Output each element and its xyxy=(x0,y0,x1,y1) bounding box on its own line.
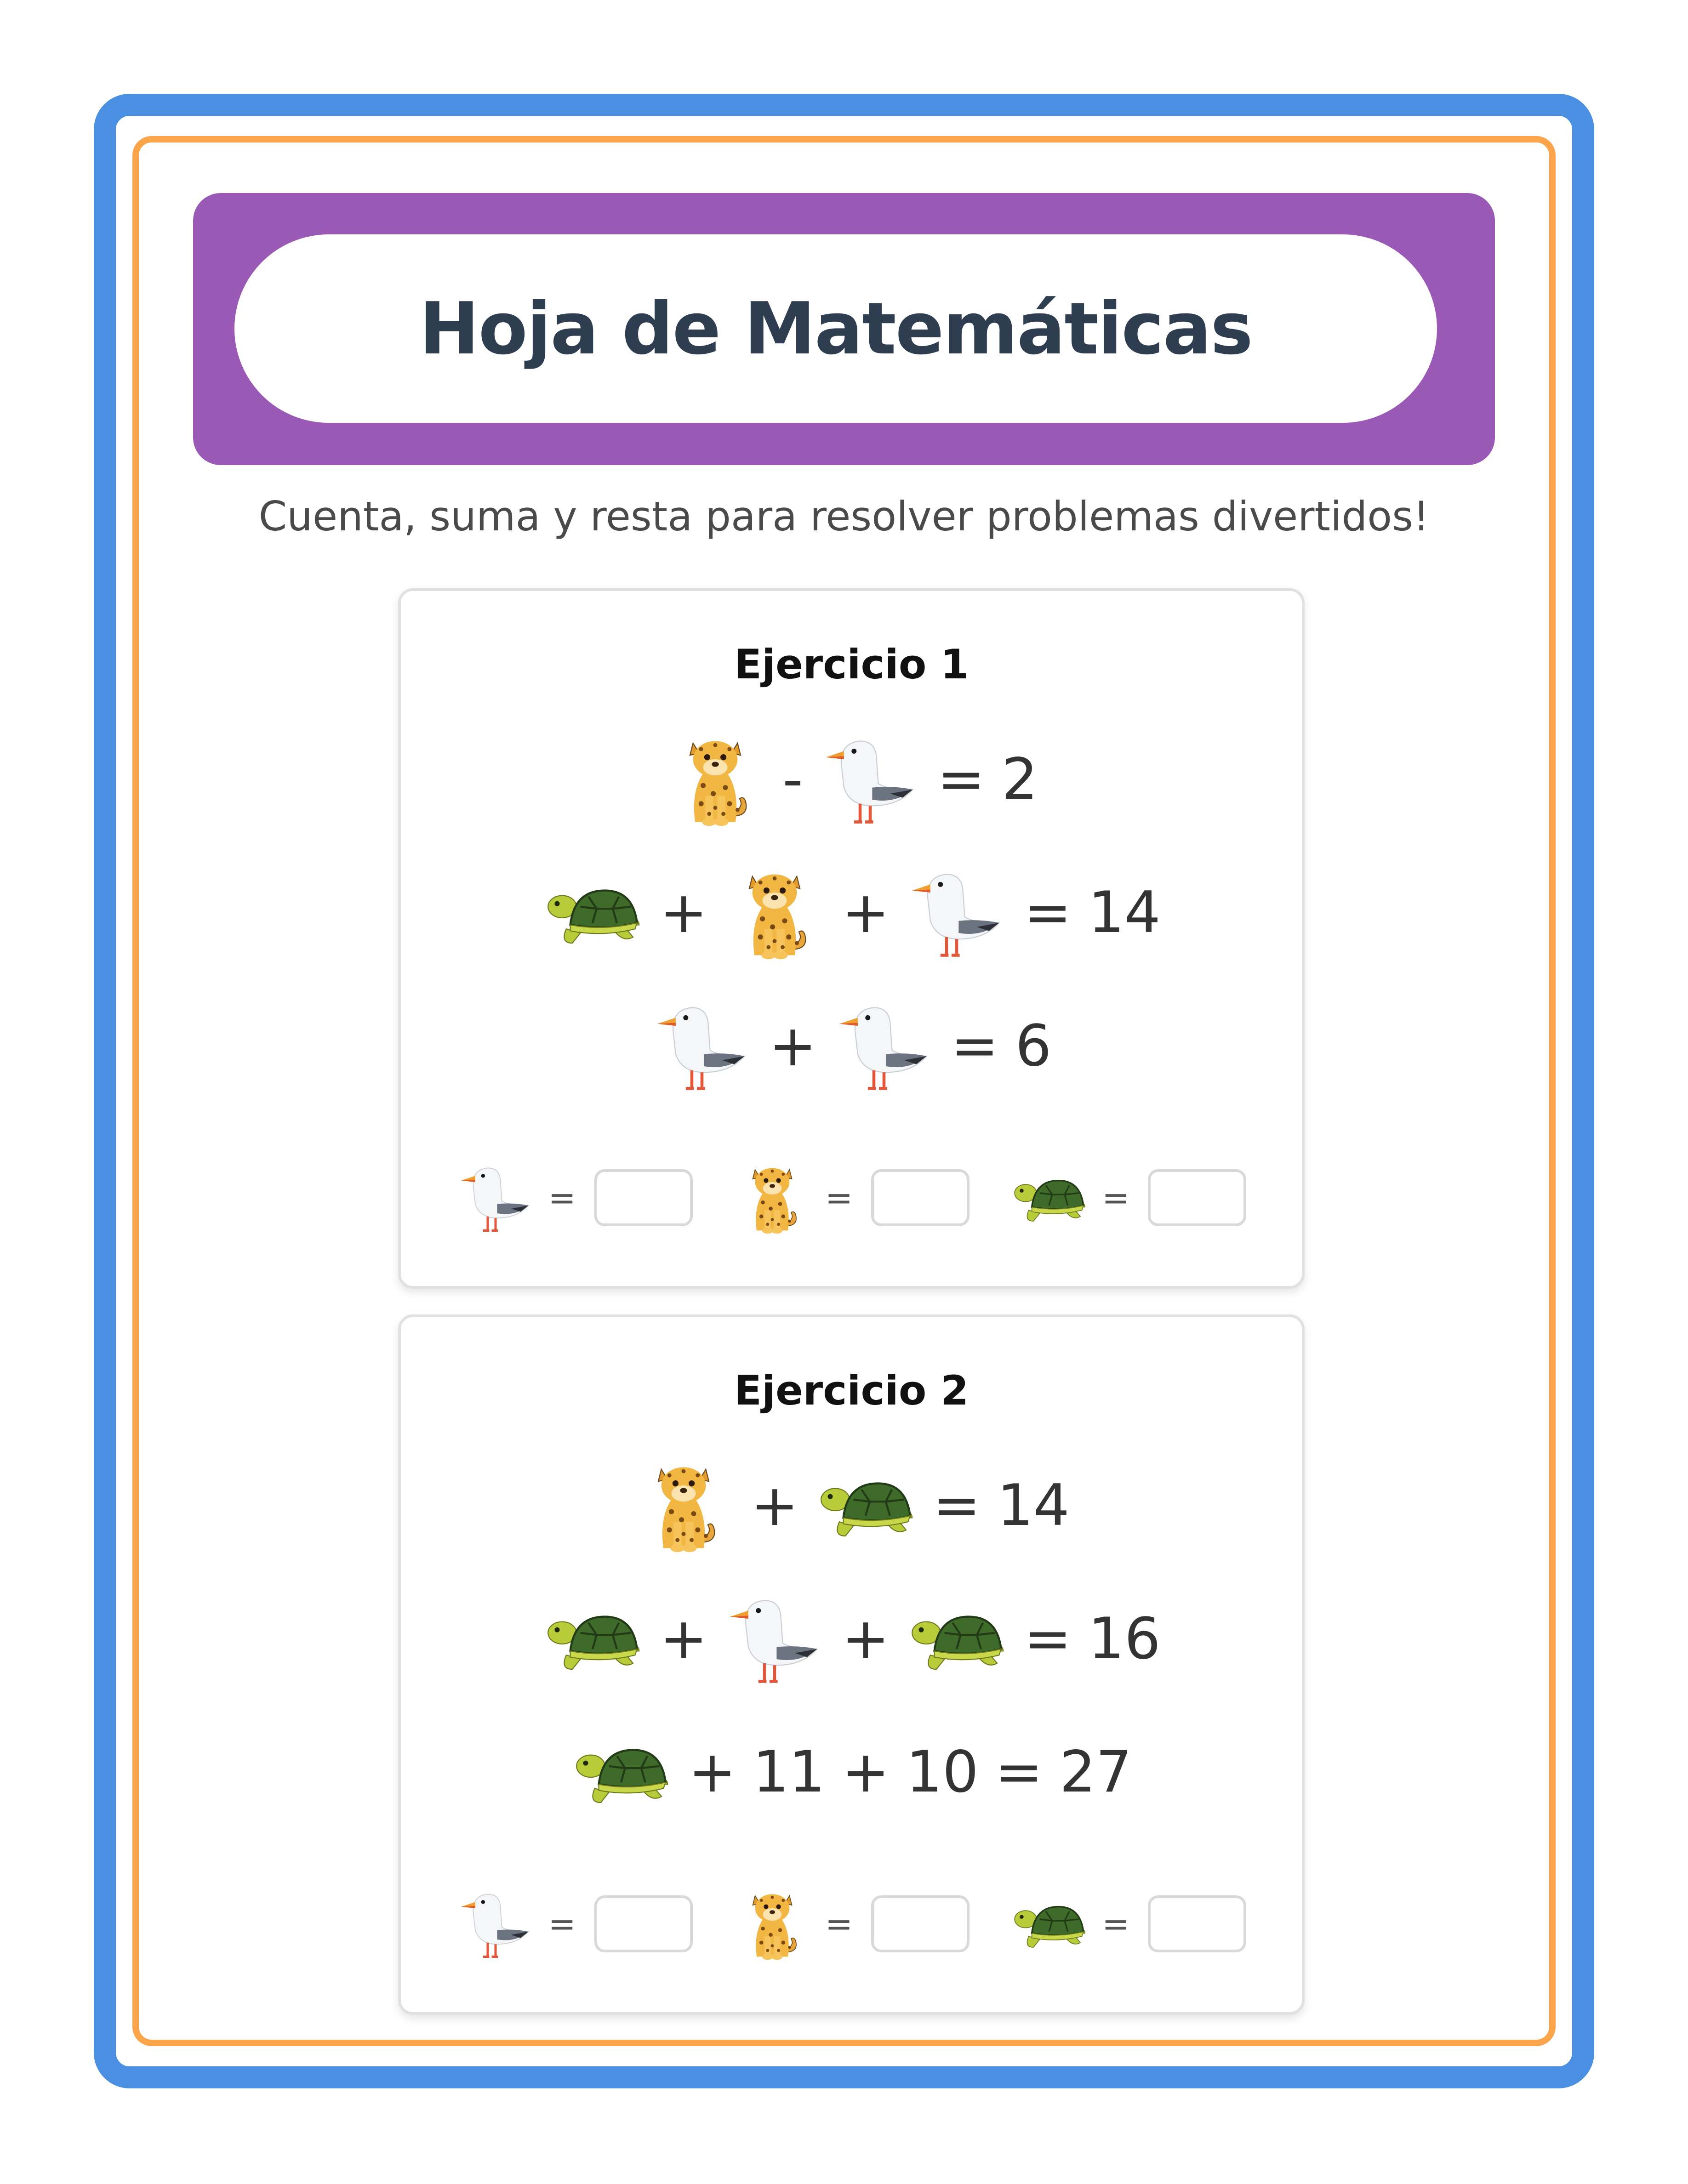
equation-operator: + xyxy=(842,880,890,946)
leopard-answer-box[interactable] xyxy=(871,1169,969,1226)
answer-leopard xyxy=(733,1159,969,1237)
equation-number: 6 xyxy=(1015,1013,1052,1079)
equation-operator: = xyxy=(1024,880,1072,946)
leopard-icon xyxy=(724,862,825,963)
turtle-icon xyxy=(906,1588,1007,1689)
seagull-icon xyxy=(456,1885,535,1963)
leopard-answer-box[interactable] xyxy=(871,1895,969,1952)
equation-row xyxy=(401,1450,1302,1561)
equation-operator: + xyxy=(660,880,708,946)
equation-operator: + xyxy=(842,1739,890,1805)
turtle-icon xyxy=(570,1722,672,1823)
page-subtitle: Cuenta, suma y resta para resolver problemas divertidos! xyxy=(258,493,1430,540)
equation-operator: + xyxy=(842,1606,890,1672)
equation-number: 10 xyxy=(906,1739,979,1805)
equation-operator: = xyxy=(933,1473,981,1539)
page-title: Hoja de Matemáticas xyxy=(419,287,1252,370)
answer-row xyxy=(401,1887,1302,1961)
leopard-icon xyxy=(633,1455,734,1556)
leopard-icon xyxy=(733,1885,811,1963)
exercise-title: Ejercicio 2 xyxy=(734,1367,969,1414)
equation-operator: = xyxy=(951,1013,999,1079)
equation-number: 14 xyxy=(997,1473,1070,1539)
equation-operator: + xyxy=(688,1739,736,1805)
equation-number: 11 xyxy=(753,1739,826,1805)
exercise-card-2 xyxy=(398,1314,1305,2015)
turtle-answer-box[interactable] xyxy=(1148,1895,1246,1952)
equation-number: 2 xyxy=(1001,746,1038,813)
title-pill xyxy=(234,234,1437,423)
seagull-icon xyxy=(906,862,1007,963)
answer-turtle xyxy=(1010,1885,1246,1963)
equation-operator: + xyxy=(751,1473,799,1539)
turtle-icon xyxy=(542,862,643,963)
equation-row xyxy=(401,724,1302,835)
equation-row xyxy=(401,1584,1302,1694)
seagull-icon xyxy=(651,995,753,1097)
seagull-icon xyxy=(456,1159,535,1237)
answer-seagull xyxy=(456,1885,693,1963)
answer-equals-sign: = xyxy=(825,1178,853,1217)
seagull-answer-box[interactable] xyxy=(594,1895,693,1952)
seagull-icon xyxy=(820,729,921,830)
equation-operator: = xyxy=(937,746,985,813)
equation-number: 16 xyxy=(1088,1606,1161,1672)
turtle-icon xyxy=(815,1455,916,1556)
seagull-answer-box[interactable] xyxy=(594,1169,693,1226)
answer-row xyxy=(401,1161,1302,1234)
exercise-card-1 xyxy=(398,588,1305,1289)
answer-equals-sign: = xyxy=(1102,1905,1130,1943)
leopard-icon xyxy=(733,1159,811,1237)
seagull-icon xyxy=(724,1588,825,1689)
equation-operator: = xyxy=(995,1739,1043,1805)
answer-equals-sign: = xyxy=(548,1178,576,1217)
equation-operator: - xyxy=(782,746,803,813)
equation-operator: + xyxy=(769,1013,817,1079)
turtle-icon xyxy=(1010,1885,1088,1963)
answer-seagull xyxy=(456,1159,693,1237)
answer-leopard xyxy=(733,1885,969,1963)
equation-operator: + xyxy=(660,1606,708,1672)
equation-row xyxy=(401,858,1302,968)
answer-turtle xyxy=(1010,1159,1246,1237)
equation-row xyxy=(401,991,1302,1101)
seagull-icon xyxy=(833,995,935,1097)
equation-operator: = xyxy=(1024,1606,1072,1672)
turtle-icon xyxy=(542,1588,643,1689)
turtle-icon xyxy=(1010,1159,1088,1237)
equation-number: 14 xyxy=(1088,880,1161,946)
exercise-title: Ejercicio 1 xyxy=(734,641,969,688)
equation-number: 27 xyxy=(1059,1739,1132,1805)
answer-equals-sign: = xyxy=(548,1905,576,1943)
answer-equals-sign: = xyxy=(1102,1178,1130,1217)
answer-equals-sign: = xyxy=(825,1905,853,1943)
equation-row xyxy=(401,1717,1302,1827)
leopard-icon xyxy=(665,729,766,830)
turtle-answer-box[interactable] xyxy=(1148,1169,1246,1226)
